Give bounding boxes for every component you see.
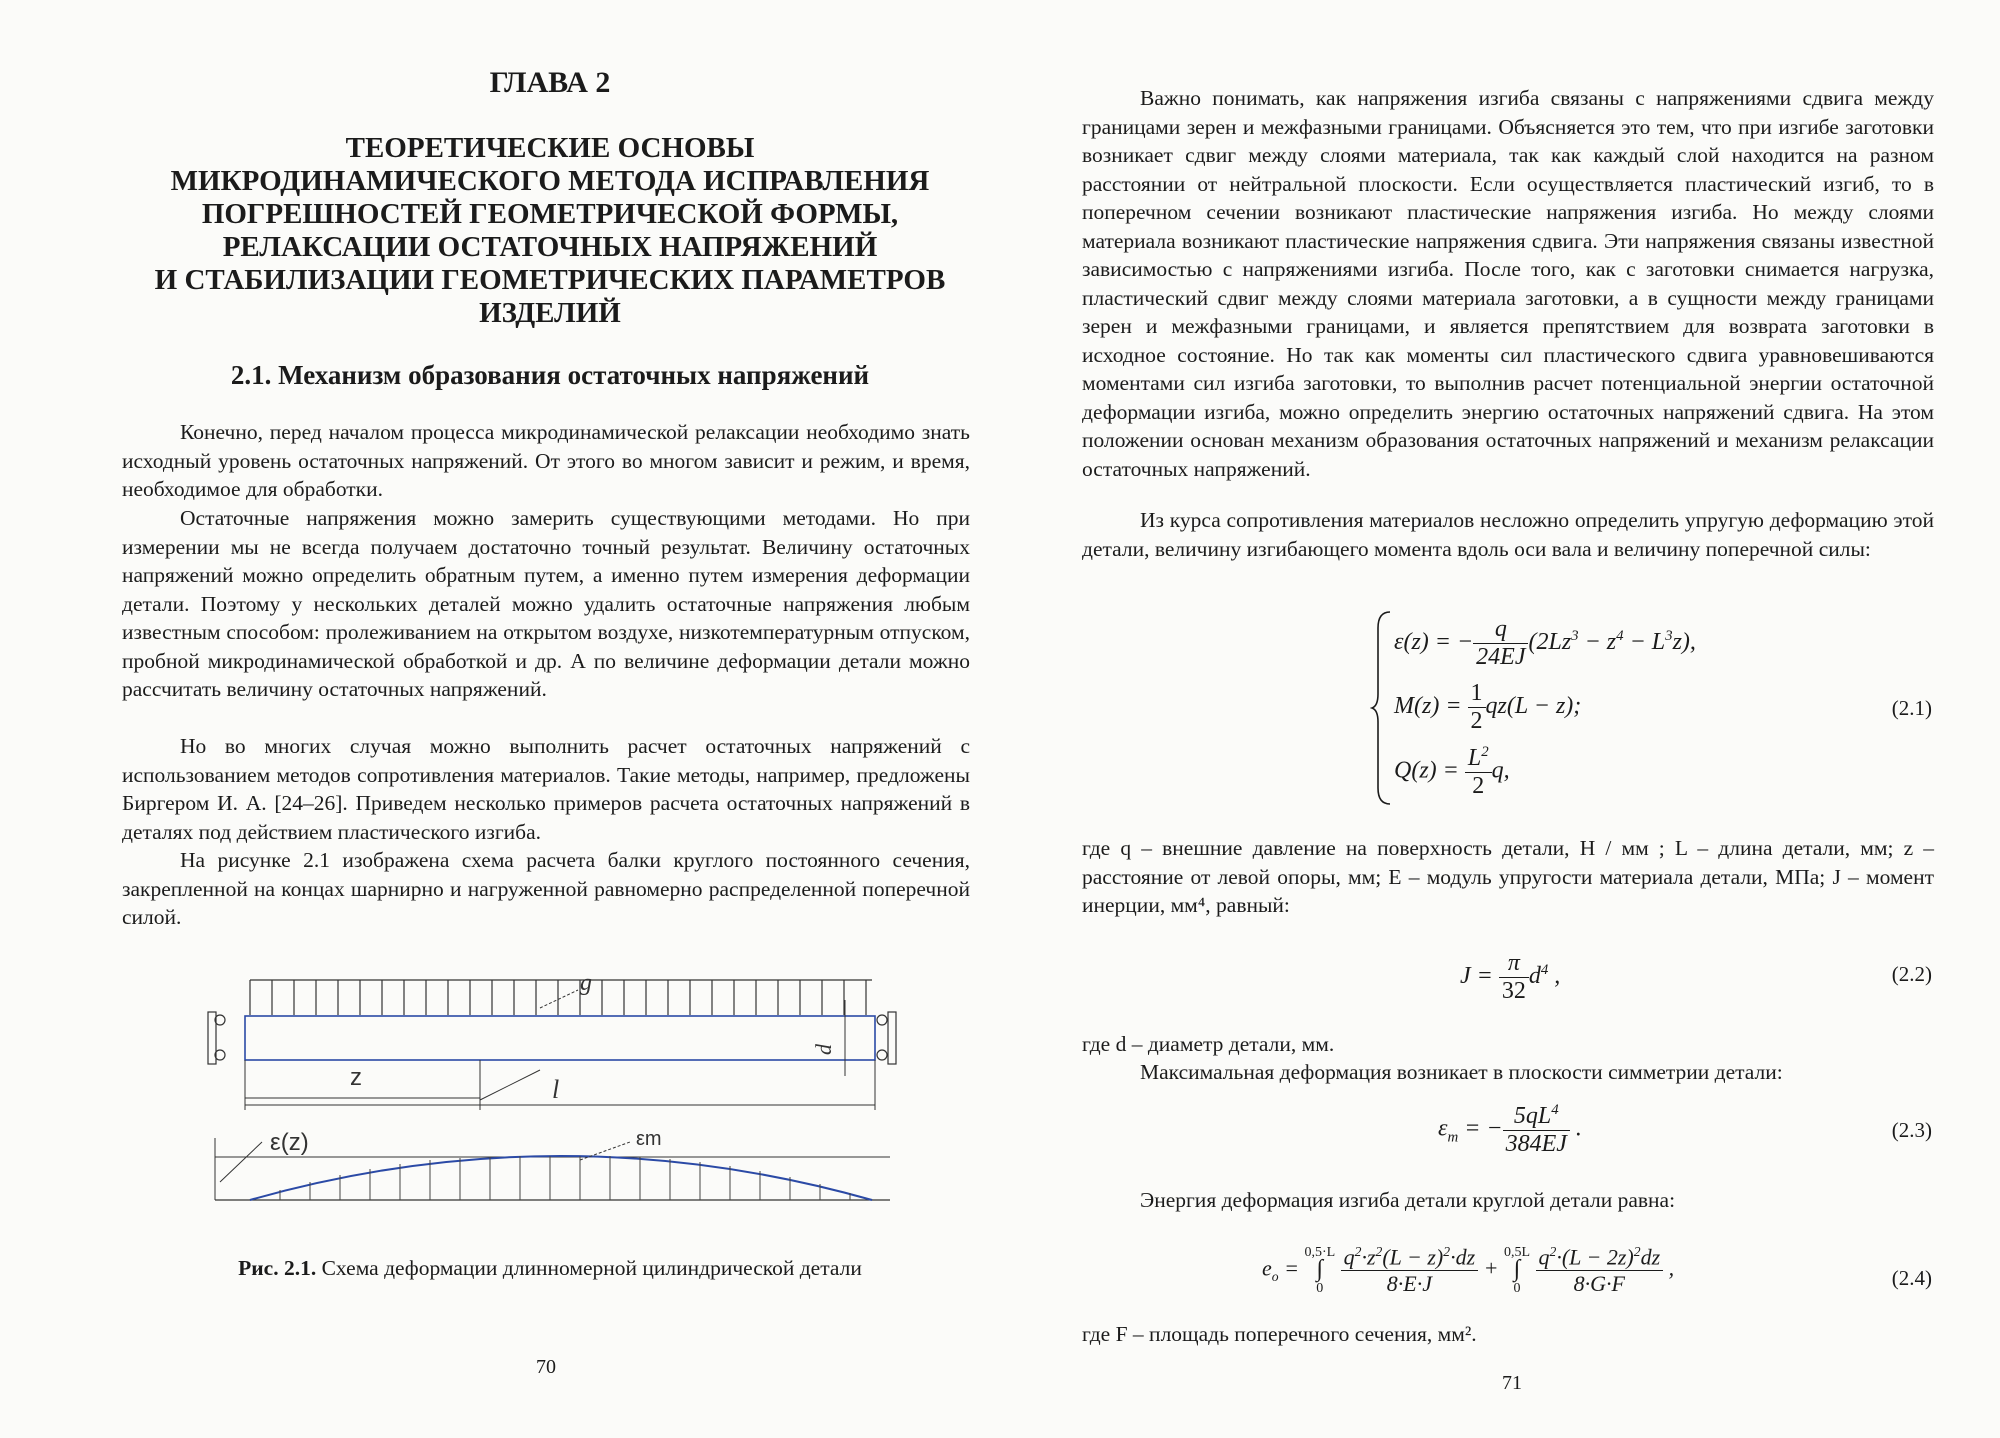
diameter-label: d [811,1044,836,1055]
paragraph: где q – внешние давление на поверхность детали, Н / мм ; L – длина детали, мм; z – расстояние от левой опоры, мм; E – модуль упругости материала детали, МПа; J – момент инерции, мм⁴, равный: [1082,836,1934,917]
right-support [877,1012,896,1064]
paragraph: Энергия деформация изгиба детали круглой детали равна: [1140,1188,1676,1212]
equation-2-1: ε(z) = − $\frac{q}{24EJ}$ $(2Lz^3 - z^4 - L^3z)$, M(z) = $\frac{1}{2}$ qz(L − z); Q(z) = $\frac{L^2}{2}$ q, [1370,608,1710,808]
equation-number: (2.1) [1891,696,1932,720]
brace [1370,608,1394,808]
paragraph: Конечно, перед началом процесса микродинамической релаксации необходимо знать исходный уровень остаточных напряжений. От этого во многом зависит и режим, и время, необходимое для обработки. [122,420,970,501]
paragraph: Из курса сопротивления материалов несложно определить упругую деформацию этой детали, величину изгибающего момента вдоль оси вала и величину поперечной силы: [1082,508,1934,561]
title-line: ИЗДЕЛИЙ [479,297,621,329]
equation-2-4: $e_o = 0,5\cdot L$ ∫ 0 $\frac{q^2\cdot z^2(L - z)^2\cdot dz}{8\cdot E\cdot J}$ + 0,5L ∫ 0 $\frac{q^2\cdot(L - 2z)^2dz}{8\cdot G\cdot F}$ , [1262,1244,1675,1297]
caption-text: Схема деформации длинномерной цилиндрической детали [316,1256,862,1280]
title-line: ТЕОРЕТИЧЕСКИЕ ОСНОВЫ [345,132,755,164]
paragraph: Важно понимать, как напряжения изгиба связаны с напряжениями сдвига между границами зерен и межфазными границами. Объясняется это тем, что при изгибе заготовки возникает сдвиг между слоями материала, так как каждый слой находится на разном расстоянии от нейтральной плоскости. Если осуществляется пластический изгиб, то в поперечном сечении возникают пластические напряжения изгиба. Но между слоями материала возникают пластические напряжения сдвига. Эти напряжения связаны известной зависимостью с напряжениями изгиба. После того, как с заготовки снимается нагрузка, пластический сдвиг между слоями материала заготовки, а в сущности между границами зерен и межфазными границами, и является препятствием для возврата заготовки в исходное состояние. Но так как моменты сил пластического сдвига уравновешиваются моментами сил изгиба заготовки, то выполнив расчет потенциальной энергии остаточной деформации изгиба, можно определить энергию остаточных напряжений сдвига. На этом положении основан механизм образования остаточных напряжений и механизм релаксации остаточных напряжений. [1082,86,1934,481]
load-label: g [580,970,592,996]
beam [245,1016,875,1060]
title-line: И СТАБИЛИЗАЦИИ ГЕОМЕТРИЧЕСКИХ ПАРАМЕТРОВ [154,264,946,296]
eps-m-label: εm [636,1128,662,1150]
distributed-load-arrows [250,980,872,1015]
paragraph: Максимальная деформация возникает в плоскости симметрии детали: [1140,1060,1783,1084]
page-number: 71 [1502,1372,1522,1394]
title-line: МИКРОДИНАМИЧЕСКОГО МЕТОДА ИСПРАВЛЕНИЯ [170,165,930,197]
length-label: l [552,1075,560,1104]
deflection-hatching [280,1156,850,1200]
page-number: 70 [536,1356,556,1378]
paragraph: Но во многих случая можно выполнить расчет остаточных напряжений с использованием методов сопротивления материалов. Такие методы, например, предложены Биргером И. А. [24–26]. Приведем несколько примеров расчета остаточных напряжений в деталях под действием пластического изгиба. [122,734,970,844]
paragraph: где d – диаметр детали, мм. [1082,1032,1335,1056]
title-line: РЕЛАКСАЦИИ ОСТАТОЧНЫХ НАПРЯЖЕНИЙ [222,231,878,263]
equation-number: (2.4) [1891,1266,1932,1290]
equation-number: (2.2) [1891,962,1932,986]
right-page [1000,0,2000,1438]
deflection-curve [250,1156,872,1200]
paragraph: Остаточные напряжения можно замерить существующими методами. Но при измерении мы не всегда получаем достаточно точный результат. Величину остаточных напряжений можно определить обратным путем, а именно путем измерения деформации детали. Поэтому у нескольких деталей можно удалить остаточные напряжения любым известным способом: пролеживанием на открытом воздухе, низкотемпературным отпуском, пробной микродинамической обработкой и др. А по величине деформации детали можно рассчитать величину остаточных напряжений. [122,506,970,701]
z-label: z [350,1064,362,1091]
section-heading: 2.1. Механизм образования остаточных напряжений [230,360,870,390]
title-line: ПОГРЕШНОСТЕЙ ГЕОМЕТРИЧЕСКОЙ ФОРМЫ, [201,198,899,230]
eps-z-label: ε(z) [270,1129,309,1156]
left-support [208,1012,225,1064]
chapter-title [120,132,980,330]
caption-number: Рис. 2.1. [238,1256,317,1280]
equation-2-3: $\varepsilon_m$ = − $\frac{5qL^4}{384EJ}$ . [1438,1102,1582,1157]
equation-2-2: J = $\frac{\pi}{32}$ $d^4$ , [1460,950,1561,1004]
chapter-heading: ГЛАВА 2 [489,66,611,99]
figure-caption [120,1256,980,1281]
paragraph: где F – площадь поперечного сечения, мм². [1082,1322,1477,1346]
beam-deformation-figure [200,960,900,1210]
equation-number: (2.3) [1891,1118,1932,1142]
paragraph: На рисунке 2.1 изображена схема расчета балки круглого постоянного сечения, закрепленной на концах шарнирно и нагруженной равномерно распределенной поперечной силой. [122,848,970,929]
